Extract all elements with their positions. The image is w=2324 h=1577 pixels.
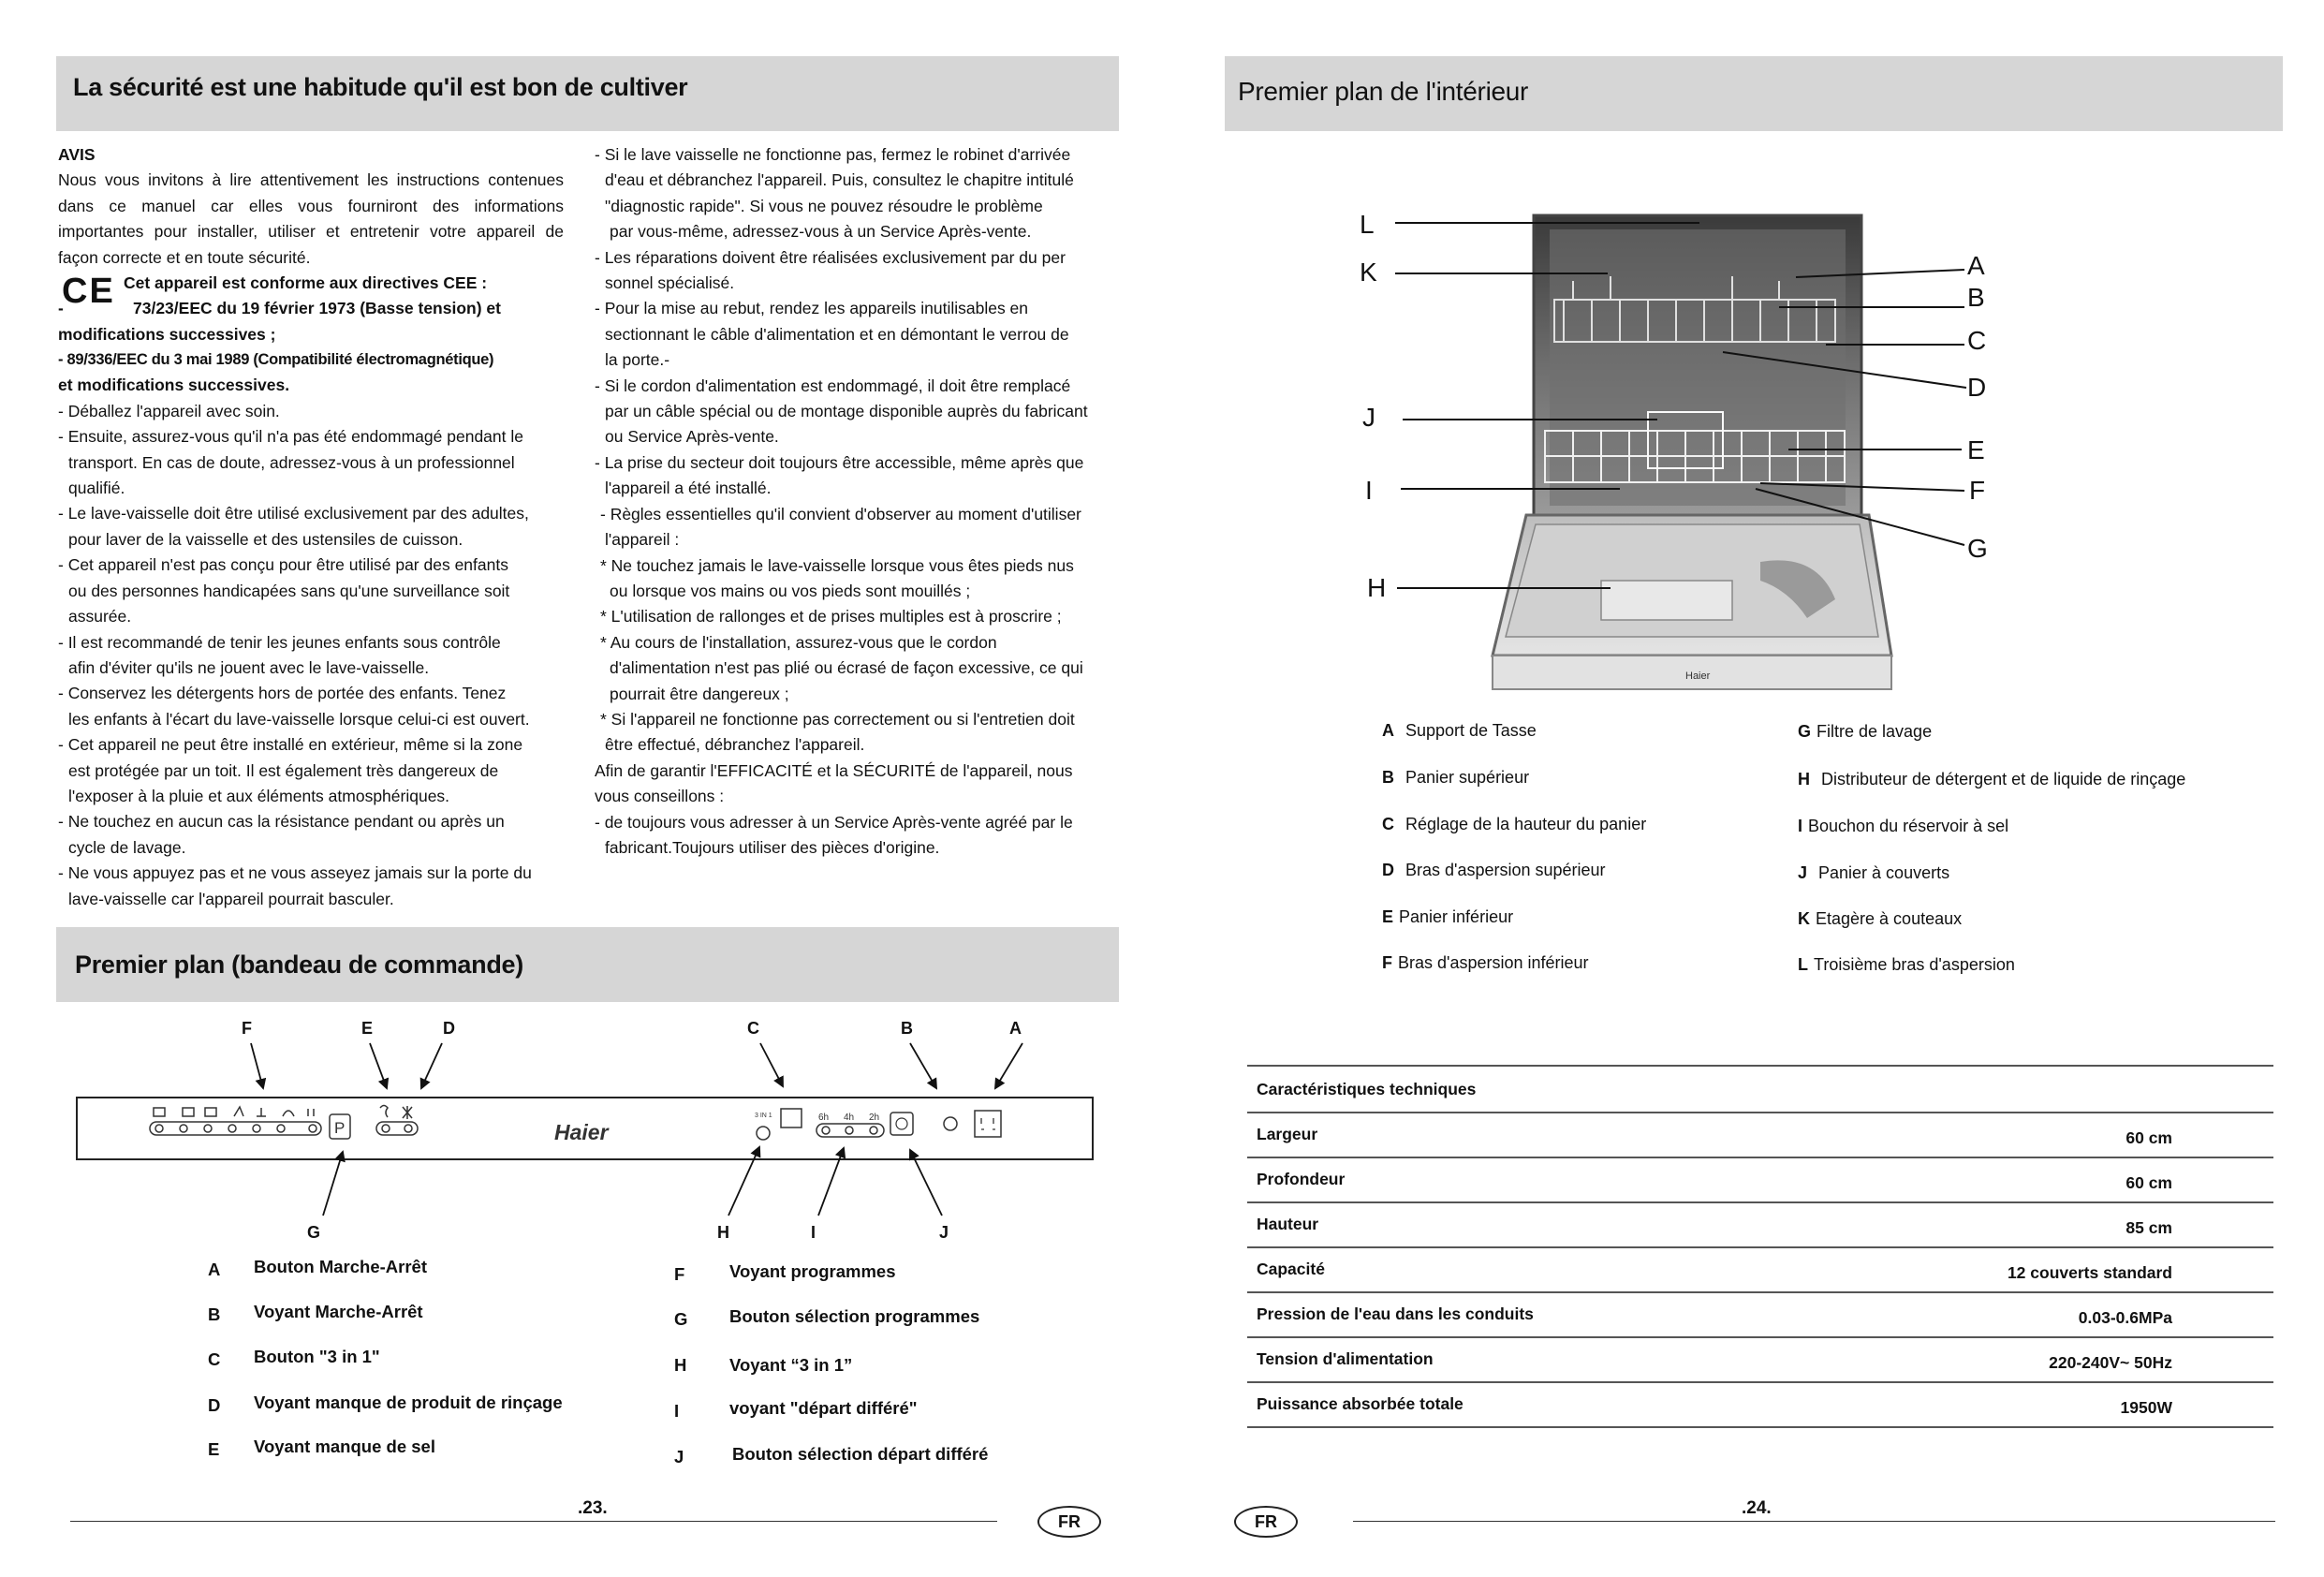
legend-text: voyant "départ différé" xyxy=(729,1398,918,1418)
control-panel-diagram xyxy=(0,1002,1161,1283)
safety-line: lave-vaisselle car l'appareil pourrait basculer. xyxy=(68,889,394,908)
safety-line: - Ne touchez en aucun cas la résistance pendant ou après un xyxy=(58,812,505,832)
ce-dash: - xyxy=(58,299,64,318)
spec-row xyxy=(1247,1112,2273,1158)
delay-time-6h: 6h xyxy=(818,1113,830,1123)
legend-text: Bouton "3 in 1" xyxy=(254,1347,380,1366)
legend-letter: C xyxy=(1382,815,1394,833)
ce-line: 73/23/EEC du 19 février 1973 (Basse tension) et xyxy=(133,299,501,318)
diagram-label-k: K xyxy=(1360,258,1377,287)
spec-key: Tension d'alimentation xyxy=(1257,1349,1434,1368)
interior-legend-item xyxy=(1798,722,1943,742)
section-header-safety xyxy=(56,56,1119,131)
legend-text: Réglage de la hauteur du panier xyxy=(1405,815,1647,833)
ce-line: et modifications successives. xyxy=(58,376,290,395)
safety-line: - Cet appareil n'est pas conçu pour être utilisé par des enfants xyxy=(58,555,508,575)
interior-legend-item xyxy=(1798,863,1961,883)
legend-text: Voyant manque de produit de rinçage xyxy=(254,1393,563,1412)
avis-line: dans ce manuel car elles vous fourniront des informations xyxy=(58,196,564,215)
spec-row xyxy=(1247,1246,2273,1293)
safety-line: - Conservez les détergents hors de portée des enfants. Tenez xyxy=(58,684,507,703)
legend-letter: A xyxy=(208,1260,221,1279)
panel-label-b: B xyxy=(901,1019,913,1038)
safety-line: "diagnostic rapide". Si vous ne pouvez résoudre le problème xyxy=(605,196,1043,215)
safety-line: assurée. xyxy=(68,607,132,626)
language-badge-right: FR xyxy=(1234,1506,1298,1538)
panel-label-f: F xyxy=(242,1019,252,1038)
legend-letter: J xyxy=(674,1447,684,1466)
interior-legend-item xyxy=(1798,909,1973,929)
legend-text: Voyant manque de sel xyxy=(254,1437,435,1456)
safety-line: la porte.- xyxy=(605,350,670,370)
safety-line: - Le lave-vaisselle doit être utilisé exclusivement par des adultes, xyxy=(58,504,529,523)
panel-label-j: J xyxy=(939,1223,949,1242)
interior-legend-item xyxy=(1798,817,2020,836)
safety-line: fabricant.Toujours utiliser des pièces d'origine. xyxy=(605,837,940,857)
svg-text:P: P xyxy=(334,1119,346,1137)
legend-letter: G xyxy=(674,1309,688,1329)
delay-button xyxy=(890,1113,913,1135)
safety-line: par vous-même, adressez-vous à un Service Après-vente. xyxy=(610,222,1032,242)
spec-value: 60 cm xyxy=(2125,1173,2172,1192)
legend-text: Panier à couverts xyxy=(1818,863,1950,882)
safety-line: - Ensuite, assurez-vous qu'il n'a pas été endommagé pendant le xyxy=(58,427,523,447)
legend-text: Panier supérieur xyxy=(1405,768,1530,787)
legend-text: Voyant “3 in 1” xyxy=(729,1355,853,1375)
legend-text: Voyant programmes xyxy=(729,1261,896,1281)
spec-key: Capacité xyxy=(1257,1260,1325,1278)
safety-line: * L'utilisation de rallonges et de prises multiples est à proscrire ; xyxy=(600,607,1062,626)
safety-line: * Si l'appareil ne fonctionne pas correctement ou si l'entretien doit xyxy=(600,709,1075,729)
three-in-one-label: 3 IN 1 xyxy=(755,1113,772,1119)
spec-value: 1950W xyxy=(2120,1398,2172,1417)
panel-label-d: D xyxy=(443,1019,455,1038)
interior-legend-item xyxy=(1382,815,1657,834)
safety-line: * Au cours de l'installation, assurez-vous que le cordon xyxy=(600,632,997,652)
specs-title-row xyxy=(1247,1067,2273,1113)
safety-line: est protégée par un toit. Il est également très dangereux de xyxy=(68,760,499,780)
diagram-label-l: L xyxy=(1360,210,1375,239)
safety-line: pour laver de la vaisselle et des ustensiles de cuisson. xyxy=(68,529,463,549)
spec-value: 220-240V~ 50Hz xyxy=(2049,1353,2172,1372)
spec-row xyxy=(1247,1157,2273,1203)
dishwasher-interior-diagram xyxy=(1311,187,1985,712)
footer-rule-left xyxy=(70,1521,997,1522)
diagram-label-b: B xyxy=(1967,283,1985,312)
section-title-safety: La sécurité est une habitude qu'il est bon de cultiver xyxy=(73,73,688,101)
panel-label-h: H xyxy=(717,1223,729,1242)
spec-value: 85 cm xyxy=(2125,1218,2172,1237)
legend-text: Bras d'aspersion supérieur xyxy=(1405,861,1606,879)
safety-line: ou Service Après-vente. xyxy=(605,427,779,447)
legend-text: Bouton sélection programmes xyxy=(729,1306,980,1326)
panel-label-c: C xyxy=(747,1019,759,1038)
legend-letter: D xyxy=(1382,861,1394,879)
spec-value: 60 cm xyxy=(2125,1128,2172,1147)
safety-line: afin d'éviter qu'ils ne jouent avec le lave-vaisselle. xyxy=(68,657,430,677)
three-in-one-led xyxy=(757,1127,770,1140)
safety-line: ou lorsque vos mains ou vos pieds sont mouillés ; xyxy=(610,581,971,600)
diagram-label-c: C xyxy=(1967,326,1987,355)
page-number-right: .24. xyxy=(1742,1498,1772,1518)
ce-mark-icon: CE xyxy=(62,272,115,312)
safety-line: - de toujours vous adresser à un Service Après-vente agréé par le xyxy=(595,812,1073,832)
safety-line: les enfants à l'écart du lave-vaisselle lorsque celui-ci est ouvert. xyxy=(68,709,530,729)
panel-label-g: G xyxy=(307,1223,321,1242)
legend-letter: A xyxy=(1382,721,1394,740)
spec-row xyxy=(1247,1201,2273,1248)
safety-line: l'appareil a été installé. xyxy=(605,479,772,498)
legend-letter: L xyxy=(1798,955,1808,974)
page-number-left: .23. xyxy=(578,1498,608,1518)
safety-line: - Ne vous appuyez pas et ne vous asseyez jamais sur la porte du xyxy=(58,863,532,883)
section-title-control-panel: Premier plan (bandeau de commande) xyxy=(75,951,523,979)
safety-line: - Les réparations doivent être réalisées exclusivement par du per xyxy=(595,247,1066,267)
safety-line: transport. En cas de doute, adressez-vous à un professionnel xyxy=(68,452,515,472)
safety-column-1 xyxy=(58,142,564,912)
interior-legend-item xyxy=(1382,907,1524,927)
legend-letter: H xyxy=(1798,770,1810,788)
safety-line: d'alimentation n'est pas plié ou écrasé de façon excessive, ce qui xyxy=(610,658,1083,678)
safety-line: sonnel spécialisé. xyxy=(605,273,735,293)
diagram-brand: Haier xyxy=(1685,671,1711,682)
legend-text: Bouton Marche-Arrêt xyxy=(254,1257,428,1276)
legend-letter: I xyxy=(674,1401,680,1421)
interior-legend-item xyxy=(1798,770,2197,789)
safety-line: - Règles essentielles qu'il convient d'observer au moment d'utiliser xyxy=(600,504,1081,523)
interior-legend-item xyxy=(1382,953,1600,973)
spec-value: 0.03-0.6MPa xyxy=(2078,1308,2172,1327)
diagram-label-j: J xyxy=(1362,403,1375,432)
legend-text: Etagère à couteaux xyxy=(1816,909,1963,928)
avis-line: importantes pour installer, utiliser et entretenir votre appareil de xyxy=(58,222,564,242)
legend-letter: B xyxy=(208,1304,221,1324)
avis-line: Nous vous invitons à lire attentivement les instructions contenues xyxy=(58,170,564,190)
ce-line: - 89/336/EEC du 3 mai 1989 (Compatibilité électromagnétique) xyxy=(58,351,494,369)
safety-line: cycle de lavage. xyxy=(68,837,186,857)
diagram-label-i: I xyxy=(1365,476,1373,505)
legend-letter: F xyxy=(1382,953,1392,972)
diagram-label-d: D xyxy=(1967,373,1987,402)
legend-letter: J xyxy=(1798,863,1808,882)
avis-line: façon correcte et en toute sécurité. xyxy=(58,247,311,267)
safety-line: - La prise du secteur doit toujours être accessible, même après que xyxy=(595,452,1084,472)
safety-line: d'eau et débranchez l'appareil. Puis, consultez le chapitre intitulé xyxy=(605,170,1074,190)
safety-line: par un câble spécial ou de montage disponible auprès du fabricant xyxy=(605,402,1088,421)
legend-text: Bras d'aspersion inférieur xyxy=(1398,953,1589,972)
panel-label-a: A xyxy=(1009,1019,1022,1038)
legend-text: Bouchon du réservoir à sel xyxy=(1808,817,2009,835)
legend-text: Panier inférieur xyxy=(1399,907,1514,926)
legend-letter: C xyxy=(208,1349,221,1369)
section-header-interior xyxy=(1225,56,2283,131)
diagram-label-f: F xyxy=(1969,476,1986,505)
spec-row xyxy=(1247,1291,2273,1338)
safety-line: Afin de garantir l'EFFICACITÉ et la SÉCURITÉ de l'appareil, nous xyxy=(595,760,1073,780)
safety-line: - Si le lave vaisselle ne fonctionne pas, fermez le robinet d'arrivée xyxy=(595,145,1071,164)
safety-line: qualifié. xyxy=(68,479,125,498)
legend-text: Filtre de lavage xyxy=(1817,722,1933,741)
legend-letter: K xyxy=(1798,909,1810,928)
interior-legend-item xyxy=(1798,955,2026,975)
three-in-one-button xyxy=(781,1109,802,1127)
diagram-label-h: H xyxy=(1367,573,1387,602)
diagram-label-e: E xyxy=(1967,435,1985,464)
safety-line: - Si le cordon d'alimentation est endommagé, il doit être remplacé xyxy=(595,376,1071,395)
safety-line: sectionnant le câble d'alimentation et en démontant le verrou de xyxy=(605,324,1069,344)
spec-value: 12 couverts standard xyxy=(2007,1263,2172,1282)
legend-letter: E xyxy=(1382,907,1394,926)
spec-row xyxy=(1247,1381,2273,1428)
legend-text: Troisième bras d'aspersion xyxy=(1814,955,2015,974)
diagram-label-a: A xyxy=(1967,251,1985,280)
avis-heading: AVIS xyxy=(58,145,96,164)
safety-column-2 xyxy=(595,142,1128,861)
power-led xyxy=(944,1117,957,1130)
diagram-label-g: G xyxy=(1967,534,1988,563)
spec-key: Puissance absorbée totale xyxy=(1257,1394,1464,1413)
safety-line: * Ne touchez jamais le lave-vaisselle lorsque vous êtes pieds nus xyxy=(600,555,1074,575)
section-title-interior: Premier plan de l'intérieur xyxy=(1238,77,1529,106)
footer-rule-right xyxy=(1353,1521,2275,1522)
ce-block xyxy=(58,271,564,347)
spec-row xyxy=(1247,1336,2273,1383)
safety-line: - Déballez l'appareil avec soin. xyxy=(58,401,280,420)
spec-key: Hauteur xyxy=(1257,1215,1319,1233)
interior-legend-item xyxy=(1382,861,1617,880)
safety-line: - Cet appareil ne peut être installé en extérieur, même si la zone xyxy=(58,735,523,755)
ce-line: modifications successives ; xyxy=(58,325,276,345)
spec-key: Largeur xyxy=(1257,1125,1318,1143)
safety-line: - Pour la mise au rebut, rendez les appareils inutilisables en xyxy=(595,299,1029,318)
legend-text: Bouton sélection départ différé xyxy=(732,1444,989,1464)
legend-letter: G xyxy=(1798,722,1812,741)
panel-label-i: I xyxy=(811,1223,816,1242)
language-badge-left: FR xyxy=(1037,1506,1101,1538)
interior-legend-item xyxy=(1382,768,1540,788)
spec-key: Pression de l'eau dans les conduits xyxy=(1257,1304,1534,1323)
safety-line: l'exposer à la pluie et aux éléments atmosphériques. xyxy=(68,786,450,805)
legend-letter: B xyxy=(1382,768,1394,787)
legend-letter: I xyxy=(1798,817,1803,835)
safety-line: vous conseillons : xyxy=(595,787,725,806)
legend-text: Support de Tasse xyxy=(1405,721,1537,740)
delay-time-4h: 4h xyxy=(844,1113,855,1123)
interior-legend-item xyxy=(1382,721,1548,741)
safety-line: pourrait être dangereux ; xyxy=(610,684,789,703)
safety-line: ou des personnes handicapées sans qu'une surveillance soit xyxy=(68,581,510,600)
panel-brand: Haier xyxy=(554,1120,609,1144)
panel-label-e: E xyxy=(361,1019,374,1038)
legend-letter: E xyxy=(208,1439,220,1459)
safety-line: l'appareil : xyxy=(605,530,680,550)
spec-key: Profondeur xyxy=(1257,1170,1346,1188)
legend-letter: D xyxy=(208,1395,221,1415)
safety-line: être effectué, débranchez l'appareil. xyxy=(605,735,865,755)
legend-text: Voyant Marche-Arrêt xyxy=(254,1302,423,1321)
ce-line: Cet appareil est conforme aux directives CEE : xyxy=(124,273,488,293)
legend-letter: F xyxy=(674,1264,685,1284)
legend-letter: H xyxy=(674,1355,687,1375)
section-header-control-panel xyxy=(56,927,1119,1002)
specs-title: Caractéristiques techniques xyxy=(1257,1080,1477,1098)
delay-time-2h: 2h xyxy=(869,1113,880,1123)
safety-line: - Il est recommandé de tenir les jeunes enfants sous contrôle xyxy=(58,632,501,652)
power-button xyxy=(975,1111,1001,1137)
legend-text: Distributeur de détergent et de liquide de rinçage xyxy=(1821,770,2186,788)
